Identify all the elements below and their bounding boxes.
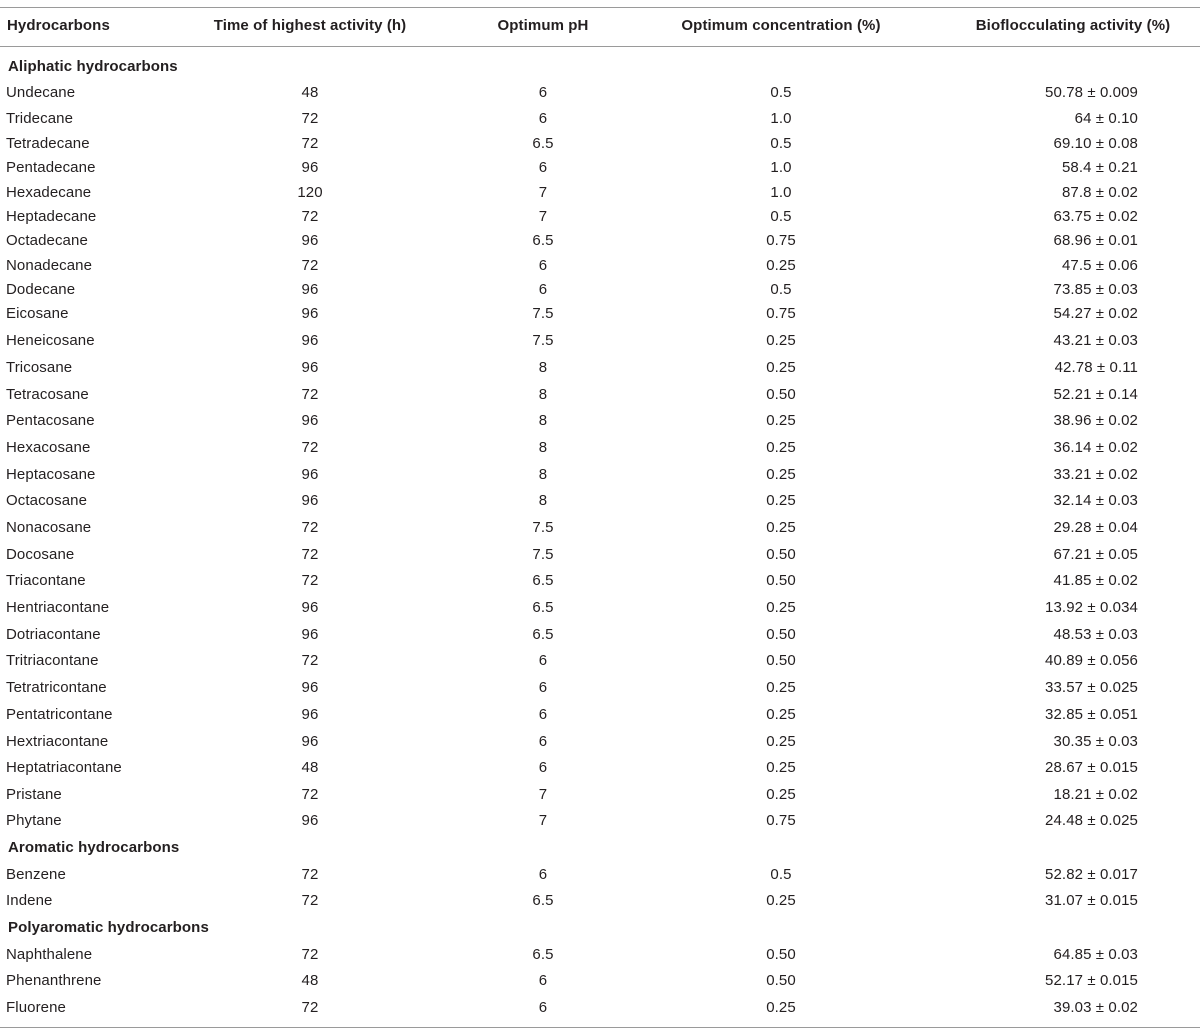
cell-activity: 87.8 ± 0.02	[1061, 184, 1138, 201]
cell-ph: 8	[538, 492, 548, 509]
cell-hydrocarbon: Hexacosane	[6, 439, 91, 456]
cell-ph: 6.5	[532, 135, 554, 152]
cell-activity: 18.21 ± 0.02	[1053, 786, 1138, 803]
cell-concentration: 0.25	[766, 599, 796, 616]
cell-activity: 58.4 ± 0.21	[1061, 159, 1138, 176]
cell-time: 72	[301, 257, 319, 274]
cell-concentration: 0.50	[766, 546, 796, 563]
cell-activity: 31.07 ± 0.015	[1045, 892, 1138, 909]
table-bottom-rule	[0, 1027, 1200, 1028]
cell-activity: 28.67 ± 0.015	[1045, 759, 1138, 776]
cell-time: 72	[301, 110, 319, 127]
cell-hydrocarbon: Octadecane	[6, 232, 88, 249]
cell-ph: 7.5	[532, 519, 554, 536]
group-title: Aromatic hydrocarbons	[8, 839, 180, 856]
cell-time: 48	[301, 759, 319, 776]
cell-activity: 43.21 ± 0.03	[1053, 332, 1138, 349]
cell-concentration: 0.50	[766, 386, 796, 403]
cell-time: 72	[301, 439, 319, 456]
cell-time: 72	[301, 946, 319, 963]
cell-activity: 48.53 ± 0.03	[1053, 626, 1138, 643]
cell-activity: 67.21 ± 0.05	[1053, 546, 1138, 563]
cell-concentration: 0.25	[766, 257, 796, 274]
cell-activity: 13.92 ± 0.034	[1045, 599, 1138, 616]
cell-activity: 52.17 ± 0.015	[1045, 972, 1138, 989]
cell-ph: 8	[538, 359, 548, 376]
cell-concentration: 0.25	[766, 519, 796, 536]
cell-ph: 6	[538, 972, 548, 989]
cell-activity: 64 ± 0.10	[1074, 110, 1138, 127]
cell-concentration: 0.50	[766, 652, 796, 669]
cell-time: 72	[301, 572, 319, 589]
cell-activity: 50.78 ± 0.009	[1045, 84, 1138, 101]
cell-time: 96	[301, 412, 319, 429]
cell-time: 96	[301, 332, 319, 349]
cell-concentration: 0.25	[766, 892, 796, 909]
cell-activity: 33.57 ± 0.025	[1045, 679, 1138, 696]
cell-hydrocarbon: Docosane	[6, 546, 75, 563]
cell-hydrocarbon: Pentatricontane	[6, 706, 113, 723]
header-hydrocarbons: Hydrocarbons	[7, 17, 110, 34]
cell-hydrocarbon: Hentriacontane	[6, 599, 110, 616]
cell-hydrocarbon: Nonadecane	[6, 257, 93, 274]
cell-concentration: 1.0	[770, 184, 792, 201]
cell-activity: 54.27 ± 0.02	[1053, 305, 1138, 322]
cell-ph: 7.5	[532, 546, 554, 563]
cell-concentration: 0.5	[770, 135, 792, 152]
cell-concentration: 0.25	[766, 412, 796, 429]
cell-time: 96	[301, 626, 319, 643]
cell-time: 72	[301, 892, 319, 909]
cell-ph: 6	[538, 84, 548, 101]
cell-ph: 6.5	[532, 892, 554, 909]
cell-activity: 41.85 ± 0.02	[1053, 572, 1138, 589]
cell-ph: 6	[538, 110, 548, 127]
cell-activity: 52.21 ± 0.14	[1053, 386, 1138, 403]
cell-ph: 7	[538, 184, 548, 201]
cell-concentration: 0.25	[766, 733, 796, 750]
cell-time: 72	[301, 866, 319, 883]
cell-concentration: 0.25	[766, 359, 796, 376]
cell-activity: 32.85 ± 0.051	[1045, 706, 1138, 723]
cell-concentration: 0.50	[766, 946, 796, 963]
cell-hydrocarbon: Fluorene	[6, 999, 67, 1016]
cell-time: 72	[301, 546, 319, 563]
cell-ph: 6	[538, 866, 548, 883]
cell-hydrocarbon: Heneicosane	[6, 332, 95, 349]
cell-ph: 6.5	[532, 599, 554, 616]
cell-time: 96	[301, 359, 319, 376]
cell-hydrocarbon: Hextriacontane	[6, 733, 109, 750]
cell-concentration: 0.75	[766, 232, 796, 249]
cell-hydrocarbon: Tetradecane	[6, 135, 90, 152]
cell-time: 48	[301, 84, 319, 101]
cell-time: 72	[301, 652, 319, 669]
cell-time: 72	[301, 208, 319, 225]
cell-time: 96	[301, 466, 319, 483]
cell-concentration: 1.0	[770, 110, 792, 127]
cell-time: 96	[301, 281, 319, 298]
cell-time: 72	[301, 999, 319, 1016]
cell-hydrocarbon: Octacosane	[6, 492, 88, 509]
cell-concentration: 0.25	[766, 706, 796, 723]
cell-ph: 6.5	[532, 232, 554, 249]
header-ph: Optimum pH	[497, 17, 589, 34]
cell-hydrocarbon: Dotriacontane	[6, 626, 101, 643]
cell-hydrocarbon: Benzene	[6, 866, 66, 883]
cell-activity: 29.28 ± 0.04	[1053, 519, 1138, 536]
cell-concentration: 0.25	[766, 679, 796, 696]
cell-time: 72	[301, 386, 319, 403]
cell-ph: 6	[538, 652, 548, 669]
cell-time: 96	[301, 492, 319, 509]
cell-activity: 36.14 ± 0.02	[1053, 439, 1138, 456]
cell-ph: 6	[538, 759, 548, 776]
cell-activity: 33.21 ± 0.02	[1053, 466, 1138, 483]
cell-concentration: 0.5	[770, 208, 792, 225]
cell-time: 96	[301, 305, 319, 322]
cell-time: 72	[301, 519, 319, 536]
cell-concentration: 0.25	[766, 999, 796, 1016]
cell-hydrocarbon: Tetracosane	[6, 386, 89, 403]
cell-activity: 40.89 ± 0.056	[1045, 652, 1138, 669]
cell-ph: 8	[538, 386, 548, 403]
cell-ph: 6	[538, 159, 548, 176]
cell-ph: 6	[538, 733, 548, 750]
cell-activity: 69.10 ± 0.08	[1053, 135, 1138, 152]
cell-hydrocarbon: Eicosane	[6, 305, 69, 322]
cell-ph: 7.5	[532, 332, 554, 349]
cell-concentration: 1.0	[770, 159, 792, 176]
header-concentration: Optimum concentration (%)	[681, 17, 881, 34]
table-header-rule	[0, 46, 1200, 47]
cell-activity: 38.96 ± 0.02	[1053, 412, 1138, 429]
cell-concentration: 0.5	[770, 281, 792, 298]
cell-hydrocarbon: Hexadecane	[6, 184, 92, 201]
cell-activity: 63.75 ± 0.02	[1053, 208, 1138, 225]
cell-concentration: 0.75	[766, 305, 796, 322]
cell-concentration: 0.25	[766, 439, 796, 456]
cell-hydrocarbon: Dodecane	[6, 281, 76, 298]
cell-concentration: 0.50	[766, 972, 796, 989]
cell-hydrocarbon: Pentacosane	[6, 412, 95, 429]
cell-activity: 24.48 ± 0.025	[1045, 812, 1138, 829]
cell-ph: 7	[538, 786, 548, 803]
cell-concentration: 0.25	[766, 759, 796, 776]
group-title: Polyaromatic hydrocarbons	[8, 919, 209, 936]
cell-hydrocarbon: Heptacosane	[6, 466, 96, 483]
cell-ph: 8	[538, 466, 548, 483]
cell-concentration: 0.50	[766, 626, 796, 643]
cell-concentration: 0.50	[766, 572, 796, 589]
cell-time: 120	[297, 184, 323, 201]
cell-ph: 7.5	[532, 305, 554, 322]
group-title: Aliphatic hydrocarbons	[8, 58, 178, 75]
cell-activity: 42.78 ± 0.11	[1054, 359, 1138, 376]
cell-concentration: 0.5	[770, 84, 792, 101]
cell-activity: 47.5 ± 0.06	[1061, 257, 1138, 274]
cell-hydrocarbon: Tritriacontane	[6, 652, 99, 669]
cell-time: 96	[301, 706, 319, 723]
cell-hydrocarbon: Tricosane	[6, 359, 73, 376]
cell-hydrocarbon: Heptadecane	[6, 208, 97, 225]
cell-time: 72	[301, 135, 319, 152]
cell-ph: 7	[538, 812, 548, 829]
cell-ph: 6.5	[532, 572, 554, 589]
table-top-rule	[0, 7, 1200, 8]
cell-concentration: 0.25	[766, 492, 796, 509]
cell-time: 96	[301, 159, 319, 176]
cell-ph: 7	[538, 208, 548, 225]
cell-hydrocarbon: Nonacosane	[6, 519, 92, 536]
cell-hydrocarbon: Phenanthrene	[6, 972, 102, 989]
header-activity: Bioflocculating activity (%)	[975, 17, 1171, 34]
cell-hydrocarbon: Undecane	[6, 84, 76, 101]
cell-activity: 39.03 ± 0.02	[1053, 999, 1138, 1016]
cell-hydrocarbon: Triacontane	[6, 572, 86, 589]
cell-ph: 6	[538, 706, 548, 723]
cell-activity: 52.82 ± 0.017	[1045, 866, 1138, 883]
cell-concentration: 0.25	[766, 332, 796, 349]
cell-ph: 6.5	[532, 626, 554, 643]
cell-time: 72	[301, 786, 319, 803]
cell-activity: 73.85 ± 0.03	[1053, 281, 1138, 298]
cell-concentration: 0.25	[766, 466, 796, 483]
cell-concentration: 0.25	[766, 786, 796, 803]
cell-activity: 68.96 ± 0.01	[1053, 232, 1138, 249]
cell-time: 96	[301, 679, 319, 696]
cell-concentration: 0.75	[766, 812, 796, 829]
cell-hydrocarbon: Heptatriacontane	[6, 759, 122, 776]
cell-time: 96	[301, 733, 319, 750]
cell-activity: 64.85 ± 0.03	[1053, 946, 1138, 963]
cell-activity: 30.35 ± 0.03	[1053, 733, 1138, 750]
cell-ph: 8	[538, 439, 548, 456]
cell-concentration: 0.5	[770, 866, 792, 883]
cell-hydrocarbon: Phytane	[6, 812, 62, 829]
cell-activity: 32.14 ± 0.03	[1053, 492, 1138, 509]
cell-ph: 6.5	[532, 946, 554, 963]
cell-hydrocarbon: Pristane	[6, 786, 62, 803]
cell-ph: 6	[538, 281, 548, 298]
cell-time: 96	[301, 812, 319, 829]
cell-ph: 6	[538, 999, 548, 1016]
cell-ph: 6	[538, 679, 548, 696]
cell-hydrocarbon: Tridecane	[6, 110, 74, 127]
header-time: Time of highest activity (h)	[213, 17, 407, 34]
cell-time: 96	[301, 599, 319, 616]
cell-hydrocarbon: Pentadecane	[6, 159, 96, 176]
cell-ph: 8	[538, 412, 548, 429]
cell-time: 48	[301, 972, 319, 989]
cell-time: 96	[301, 232, 319, 249]
cell-ph: 6	[538, 257, 548, 274]
cell-hydrocarbon: Naphthalene	[6, 946, 93, 963]
cell-hydrocarbon: Tetratricontane	[6, 679, 107, 696]
cell-hydrocarbon: Indene	[6, 892, 53, 909]
